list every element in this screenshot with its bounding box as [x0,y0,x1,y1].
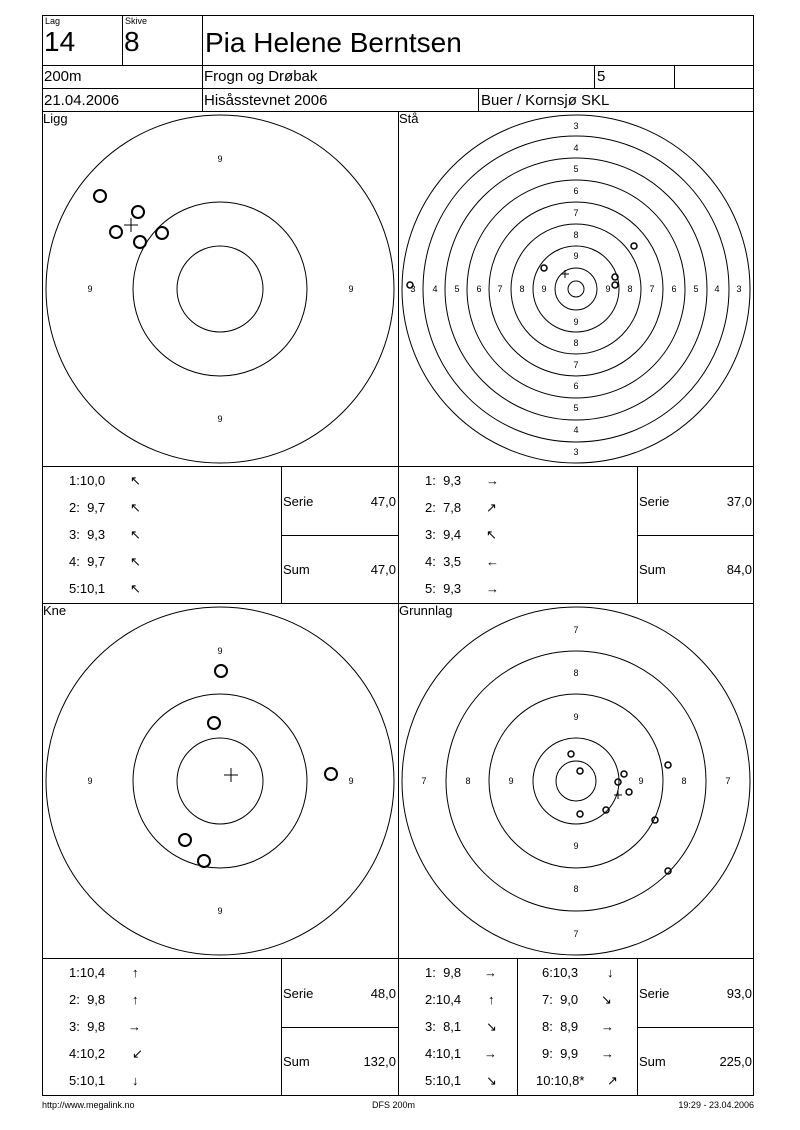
staa-shot-4-arrow: ← [486,554,499,569]
ligg-serie-value: 47,0 [370,494,396,509]
ligg-shot-2: 2: 9,7 [69,500,106,515]
shooter-name: Pia Helene Berntsen [205,27,462,58]
staa-label: 8 [573,230,579,240]
grunnlag-shot-3-arrow: ↘ [486,1019,497,1034]
grunnlag-label: 8 [465,776,471,786]
grunnlag-ring-7 [402,607,750,955]
kne-shot-1: 1:10,4 [69,965,106,980]
kne-ring-label-left: 9 [87,776,93,786]
staa-label: 6 [476,284,482,294]
grunnlag-shot-4: 4:10,1 [425,1046,462,1061]
staa-sum-label: Sum [639,562,666,577]
ligg-shot-4-arrow: ↖ [130,554,141,569]
skive-label: Skive [125,16,148,26]
ligg-title: Ligg [43,111,68,126]
grunnlag-label: 7 [573,929,579,939]
grunnlag-shot-10-arrow: ↗ [607,1073,618,1088]
footer-program: DFS 200m [372,1100,416,1110]
grunnlag-shot-2: 2:10,4 [425,992,462,1007]
kne-ring-label-bottom: 9 [217,906,223,916]
staa-shot-5: 5: 9,3 [425,581,462,596]
staa-label: 7 [649,284,655,294]
kne-shot-1-arrow: ↑ [132,965,139,980]
grunnlag-shot-hole [665,762,671,768]
ligg-ring-label-right: 9 [348,284,354,294]
grunnlag-serie-label: Serie [639,986,670,1001]
ligg-sum-label: Sum [283,562,310,577]
ligg-ring-label-top: 9 [217,154,223,164]
kne-shot-4: 4:10,2 [69,1046,106,1061]
kne-shot-3-arrow: → [128,1019,141,1034]
staa-shot-5-arrow: → [486,581,499,596]
grunnlag-label: 9 [573,841,579,851]
staa-label: 5 [573,403,579,413]
staa-shot-2: 2: 7,8 [425,500,462,515]
distance: 200m [44,68,82,85]
grunnlag-shot-9: 9: 9,9 [542,1046,579,1061]
grunnlag-shot-hole [577,768,583,774]
kne-ring-label-right: 9 [348,776,354,786]
grunnlag-shot-hole [615,779,621,785]
grunnlag-shot-10: 10:10,8* [536,1073,585,1088]
ligg-shot-1-arrow: ↖ [130,473,141,488]
staa-label: 3 [573,447,579,457]
grunnlag-label: 7 [573,625,579,635]
grunnlag-shot-3: 3: 8,1 [425,1019,462,1034]
staa-label: 6 [573,381,579,391]
grunnlag-shot-5-arrow: ↘ [486,1073,497,1088]
staa-label: 4 [432,284,438,294]
ligg-shot-5-arrow: ↖ [130,581,141,596]
kne-shot-5: 5:10,1 [69,1073,106,1088]
staa-shot-4: 4: 3,5 [425,554,462,569]
grunnlag-label: 7 [725,776,731,786]
staa-label: 3 [736,284,742,294]
staa-label: 3 [410,284,416,294]
grunnlag-label: 8 [573,884,579,894]
staa-label: 7 [573,360,579,370]
grunnlag-shot-6: 6:10,3 [542,965,579,980]
grunnlag-ring-10 [533,738,619,824]
grunnlag-ring-inner [556,761,596,801]
grunnlag-shot-5: 5:10,1 [425,1073,462,1088]
ligg-ring-label-bottom: 9 [217,414,223,424]
ligg-shot-3: 3: 9,3 [69,527,106,542]
event-name: Hisåsstevnet 2006 [204,92,328,109]
staa-label: 8 [573,338,579,348]
footer-timestamp: 19:29 - 23.04.2006 [678,1100,754,1110]
staa-shot-3-arrow: ↖ [486,527,497,542]
grunnlag-label: 8 [681,776,687,786]
grunnlag-shot-hole [626,789,632,795]
staa-label: 5 [573,164,579,174]
organizer: Buer / Kornsjø SKL [481,92,610,109]
lag-value: 14 [44,26,76,57]
footer-website: http://www.megalink.no [42,1100,135,1110]
grunnlag-label: 9 [508,776,514,786]
ligg-shot-2-arrow: ↖ [130,500,141,515]
kne-title: Kne [43,603,67,618]
ligg-shot-1: 1:10,0 [69,473,106,488]
kne-shot-3: 3: 9,8 [69,1019,106,1034]
staa-label: 4 [573,425,579,435]
club: Frogn og Drøbak [204,68,318,85]
staa-label: 8 [519,284,525,294]
kne-shot-2: 2: 9,8 [69,992,106,1007]
staa-shot-1: 1: 9,3 [425,473,462,488]
staa-title: Stå [399,111,419,126]
staa-label: 8 [627,284,633,294]
grunnlag-shot-2-arrow: ↑ [488,992,495,1007]
kne-serie-value: 48,0 [370,986,396,1001]
ligg-shot-5: 5:10,1 [69,581,106,596]
grunnlag-sum-value: 225,0 [719,1054,752,1069]
grunnlag-shot-1: 1: 9,8 [425,965,462,980]
grunnlag-label: 8 [573,668,579,678]
grunnlag-sum-label: Sum [639,1054,666,1069]
ligg-shot-3-arrow: ↖ [130,527,141,542]
grunnlag-label: 9 [573,712,579,722]
grunnlag-shot-7: 7: 9,0 [542,992,579,1007]
grunnlag-shot-6-arrow: ↓ [607,965,614,980]
staa-label: 5 [693,284,699,294]
date: 21.04.2006 [44,92,120,109]
skive-value: 8 [124,26,140,57]
staa-label: 4 [714,284,720,294]
staa-serie-label: Serie [639,494,670,509]
staa-label: 7 [497,284,503,294]
staa-label: 9 [605,284,611,294]
grunnlag-shot-8-arrow: → [601,1019,614,1034]
grunnlag-title: Grunnlag [399,603,453,618]
staa-shot-2-arrow: ↗ [486,500,497,515]
staa-label: 7 [573,208,579,218]
staa-label: 6 [671,284,677,294]
grunnlag-shot-hole [621,771,627,777]
grunnlag-ring-8 [446,651,706,911]
staa-label: 3 [573,121,579,131]
staa-label: 9 [573,317,579,327]
staa-sum-value: 84,0 [726,562,752,577]
kne-shot-5-arrow: ↓ [132,1073,139,1088]
grunnlag-label: 7 [421,776,427,786]
ligg-serie-label: Serie [283,494,314,509]
grunnlag-shot-4-arrow: → [484,1046,497,1061]
lag-label: Lag [45,16,61,26]
staa-label: 4 [573,143,579,153]
ligg-ring-label-left: 9 [87,284,93,294]
kne-shot-4-arrow: ↙ [132,1046,143,1061]
kne-serie-label: Serie [283,986,314,1001]
ligg-sum-value: 47,0 [370,562,396,577]
shooter-class: 5 [597,68,606,85]
grunnlag-shot-hole [577,811,583,817]
staa-label: 9 [573,251,579,261]
grunnlag-label: 9 [638,776,644,786]
grunnlag-shot-8: 8: 8,9 [542,1019,579,1034]
grunnlag-shot-7-arrow: ↘ [601,992,612,1007]
grunnlag-shot-hole [568,751,574,757]
staa-serie-value: 37,0 [726,494,752,509]
grunnlag-shot-1-arrow: → [484,965,497,980]
grunnlag-serie-value: 93,0 [726,986,752,1001]
kne-shot-2-arrow: ↑ [132,992,139,1007]
staa-shot-1-arrow: → [486,473,499,488]
kne-ring-label-top: 9 [217,646,223,656]
kne-sum-value: 132,0 [363,1054,396,1069]
kne-sum-label: Sum [283,1054,310,1069]
staa-shot-3: 3: 9,4 [425,527,462,542]
grunnlag-shot-9-arrow: → [601,1046,614,1061]
staa-label: 9 [541,284,547,294]
staa-label: 5 [454,284,460,294]
staa-label: 6 [573,186,579,196]
ligg-shot-4: 4: 9,7 [69,554,106,569]
